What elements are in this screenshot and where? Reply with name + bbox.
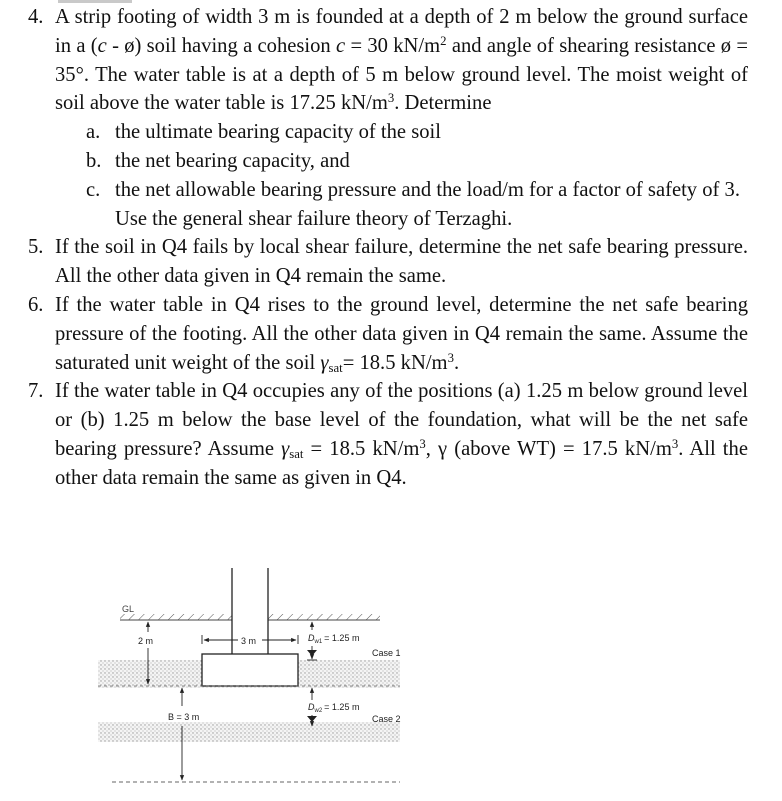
question-text: If the water table in Q4 rises to the ground level, determine the net safe bearing pressure of the footing. All the other data given in Q4 remain the same. Assume the saturated unit weight of the soil $\gamma_{sat}= 18.5$ $kN/m^3$.: [55, 293, 748, 375]
list-item-text: the net bearing capacity, and: [115, 149, 350, 172]
list-item: [0, 118, 782, 147]
ground-level-label: GL: [122, 604, 135, 614]
question-number: 4.: [28, 6, 44, 28]
question-number: 7.: [28, 380, 44, 403]
dw1-label: $D_{w1} = 1.25$ m: [308, 633, 360, 645]
water-table-zone-case2: [98, 722, 400, 742]
dw2-label: $D_{w2} = 1.25$ m: [308, 702, 360, 714]
question-6: [0, 291, 782, 377]
question-text: If the soil in Q4 fails by local shear failure, determine the net safe bearing pressure. All the other data given in Q4 remain the same.: [55, 236, 748, 288]
list-item: [0, 176, 782, 205]
footing-base: [202, 654, 298, 686]
list-item-text: the net allowable bearing pressure and the load/m for a factor of safety of 3.: [115, 178, 741, 201]
list-item-label: a.: [86, 121, 101, 144]
question-4: [0, 3, 782, 118]
b-label: B = 3 m: [168, 712, 200, 722]
problem-set: [0, 3, 782, 493]
list-item-label: b.: [86, 149, 102, 172]
question-number: 5.: [28, 236, 44, 259]
list-item-label: c.: [86, 178, 101, 201]
case1-label: Case 1: [372, 648, 401, 658]
case2-label: Case 2: [372, 714, 401, 724]
question-text: A strip footing of width 3 m is founded at a depth of 2 m below the ground surface in a (c - ø) soil having a cohesion c = 30 $kN/m^2$ and angle of shearing resistance ø = 35°. The water table is at a depth of 5 m below ground level. The moist weight of soil above the water table is 17.25 $kN/m^3$. Determine: [55, 6, 748, 115]
depth-label: 2 m: [138, 636, 154, 646]
water-table-icon: [307, 650, 317, 656]
question-7: [0, 377, 782, 492]
question-5: [0, 233, 782, 291]
method-note: Use the general shear failure theory of Terzaghi.: [115, 207, 513, 230]
water-table-icon: [307, 716, 317, 722]
footing-diagram-svg: [0, 560, 782, 796]
list-item: [0, 147, 782, 176]
question-number: 6.: [28, 293, 44, 316]
list-item-text: the ultimate bearing capacity of the soil: [115, 121, 441, 144]
footing-diagram: [0, 560, 782, 796]
width-label: 3 m: [241, 636, 257, 646]
question-text: If the water table in Q4 occupies any of the positions (a) 1.25 m below ground level or (b) 1.25 m below the base level of the foundation, what will be the net safe bearing pressure? Assume $\gamma_{sat} = 18.5$ $kN/m^3$, γ (above WT) = 17.5 $kN/m^3$. All the other data remain the same as given in Q4.: [55, 380, 748, 489]
ground-surface: [120, 614, 380, 620]
